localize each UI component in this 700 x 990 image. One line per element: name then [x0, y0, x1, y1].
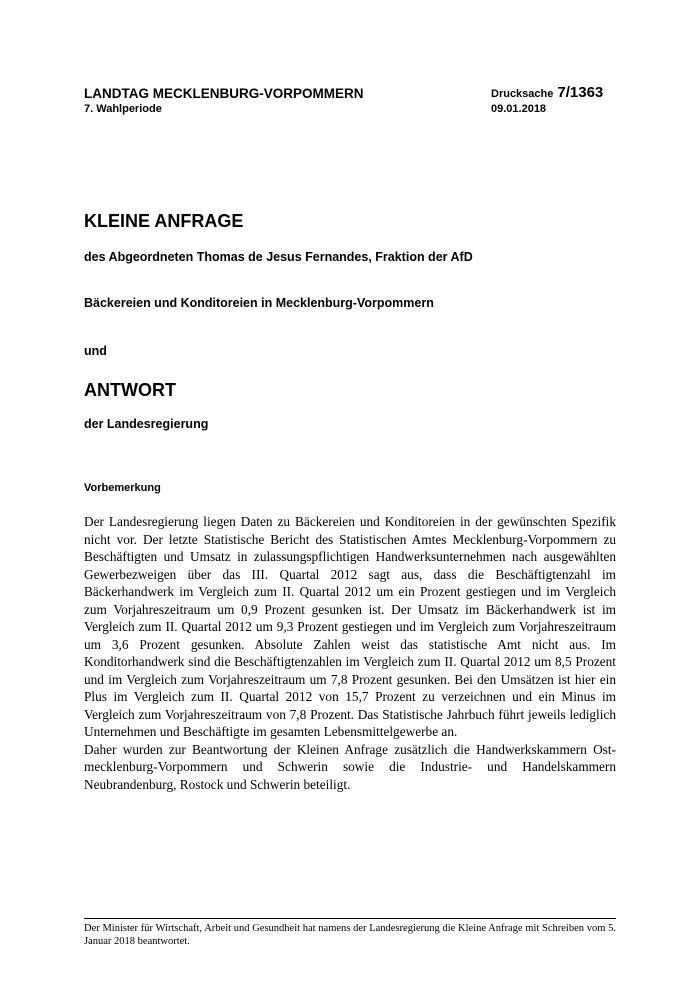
document-label: Drucksache [491, 88, 554, 100]
document-number: 7/1363 [557, 84, 604, 101]
footnote-text: Der Minister für Wirtschaft, Arbeit und Gesundheit hat namens der Landesregierung die Kleine Anfrage mit Schreiben vom 5. Januar 2018 beantwortet. [84, 923, 616, 947]
connector-word: und [84, 344, 107, 358]
document-number-block [491, 84, 603, 102]
inquiry-author: des Abgeordneten Thomas de Jesus Fernandes, Fraktion der AfD [84, 250, 473, 264]
preface-paragraph-2: Daher wurden zur Beantwortung der Kleinen Anfrage zusätzlich die Handwerkskammern Ostmecklenburg-Vorpommern und Schwerin sowie die Industrie- und Handelskammern Neubrandenburg, Rostock und Schwerin beteiligt. [84, 741, 616, 792]
footnote-divider [84, 918, 616, 919]
parliament-name: LANDTAG MECKLENBURG-VORPOMMERN [84, 86, 364, 101]
answer-title: ANTWORT [84, 380, 176, 400]
election-period: 7. Wahlperiode [84, 103, 162, 115]
inquiry-type-title: KLEINE ANFRAGE [84, 211, 244, 231]
document-date: 09.01.2018 [491, 103, 547, 115]
preface-heading: Vorbemerkung [84, 482, 161, 494]
answer-by: der Landesregierung [84, 417, 209, 431]
preface-paragraph-1: Der Landesregierung liegen Daten zu Bäckereien und Konditoreien in der gewünschten Spezifik nicht vor. Der letzte Statistische Bericht des Statistischen Amtes Mecklenburg-Vorpommern zu Beschäftigten und Umsatz in zulassungspflichtigen Handwerksunternehmen nach ausgewählten Gewerbezweigen über das III. Quartal 2012 sagt aus, dass die Beschäftigtenzahl im Bäckerhandwerk im Vergleich zum II. Quartal 2012 um ein Prozent gestiegen und im Vergleich zum Vorjahreszeitraum um 0,9 Prozent gesunken ist. Der Umsatz im Bäckerhandwerk ist im Vergleich zum II. Quartal 2012 um 9,3 Prozent gestiegen und im Vergleich zum Vorjahreszeitraum um 3,6 Prozent gesunken. Absolute Zahlen weist das statistische Amt nicht aus. Im Konditorhandwerk sind die Beschäftigtenzahlen im Vergleich zum II. Quartal 2012 um 8,5 Prozent und im Vergleich zum Vorjahreszeitraum um 7,8 Prozent gesunken. Bei den Umsätzen ist hier ein Plus im Vergleich zum II. Quartal 2012 von 15,7 Prozent zu verzeichnen und ein Minus im Vergleich zum Vorjahreszeitraum von 7,8 Prozent. Das Statistische Jahrbuch führt jeweils lediglich Unternehmen und Beschäftigte im gesamten Lebensmittelgewerbe an. [84, 514, 616, 739]
inquiry-subject: Bäckereien und Konditoreien in Mecklenburg-Vorpommern [84, 296, 434, 310]
preface-body [84, 513, 616, 793]
